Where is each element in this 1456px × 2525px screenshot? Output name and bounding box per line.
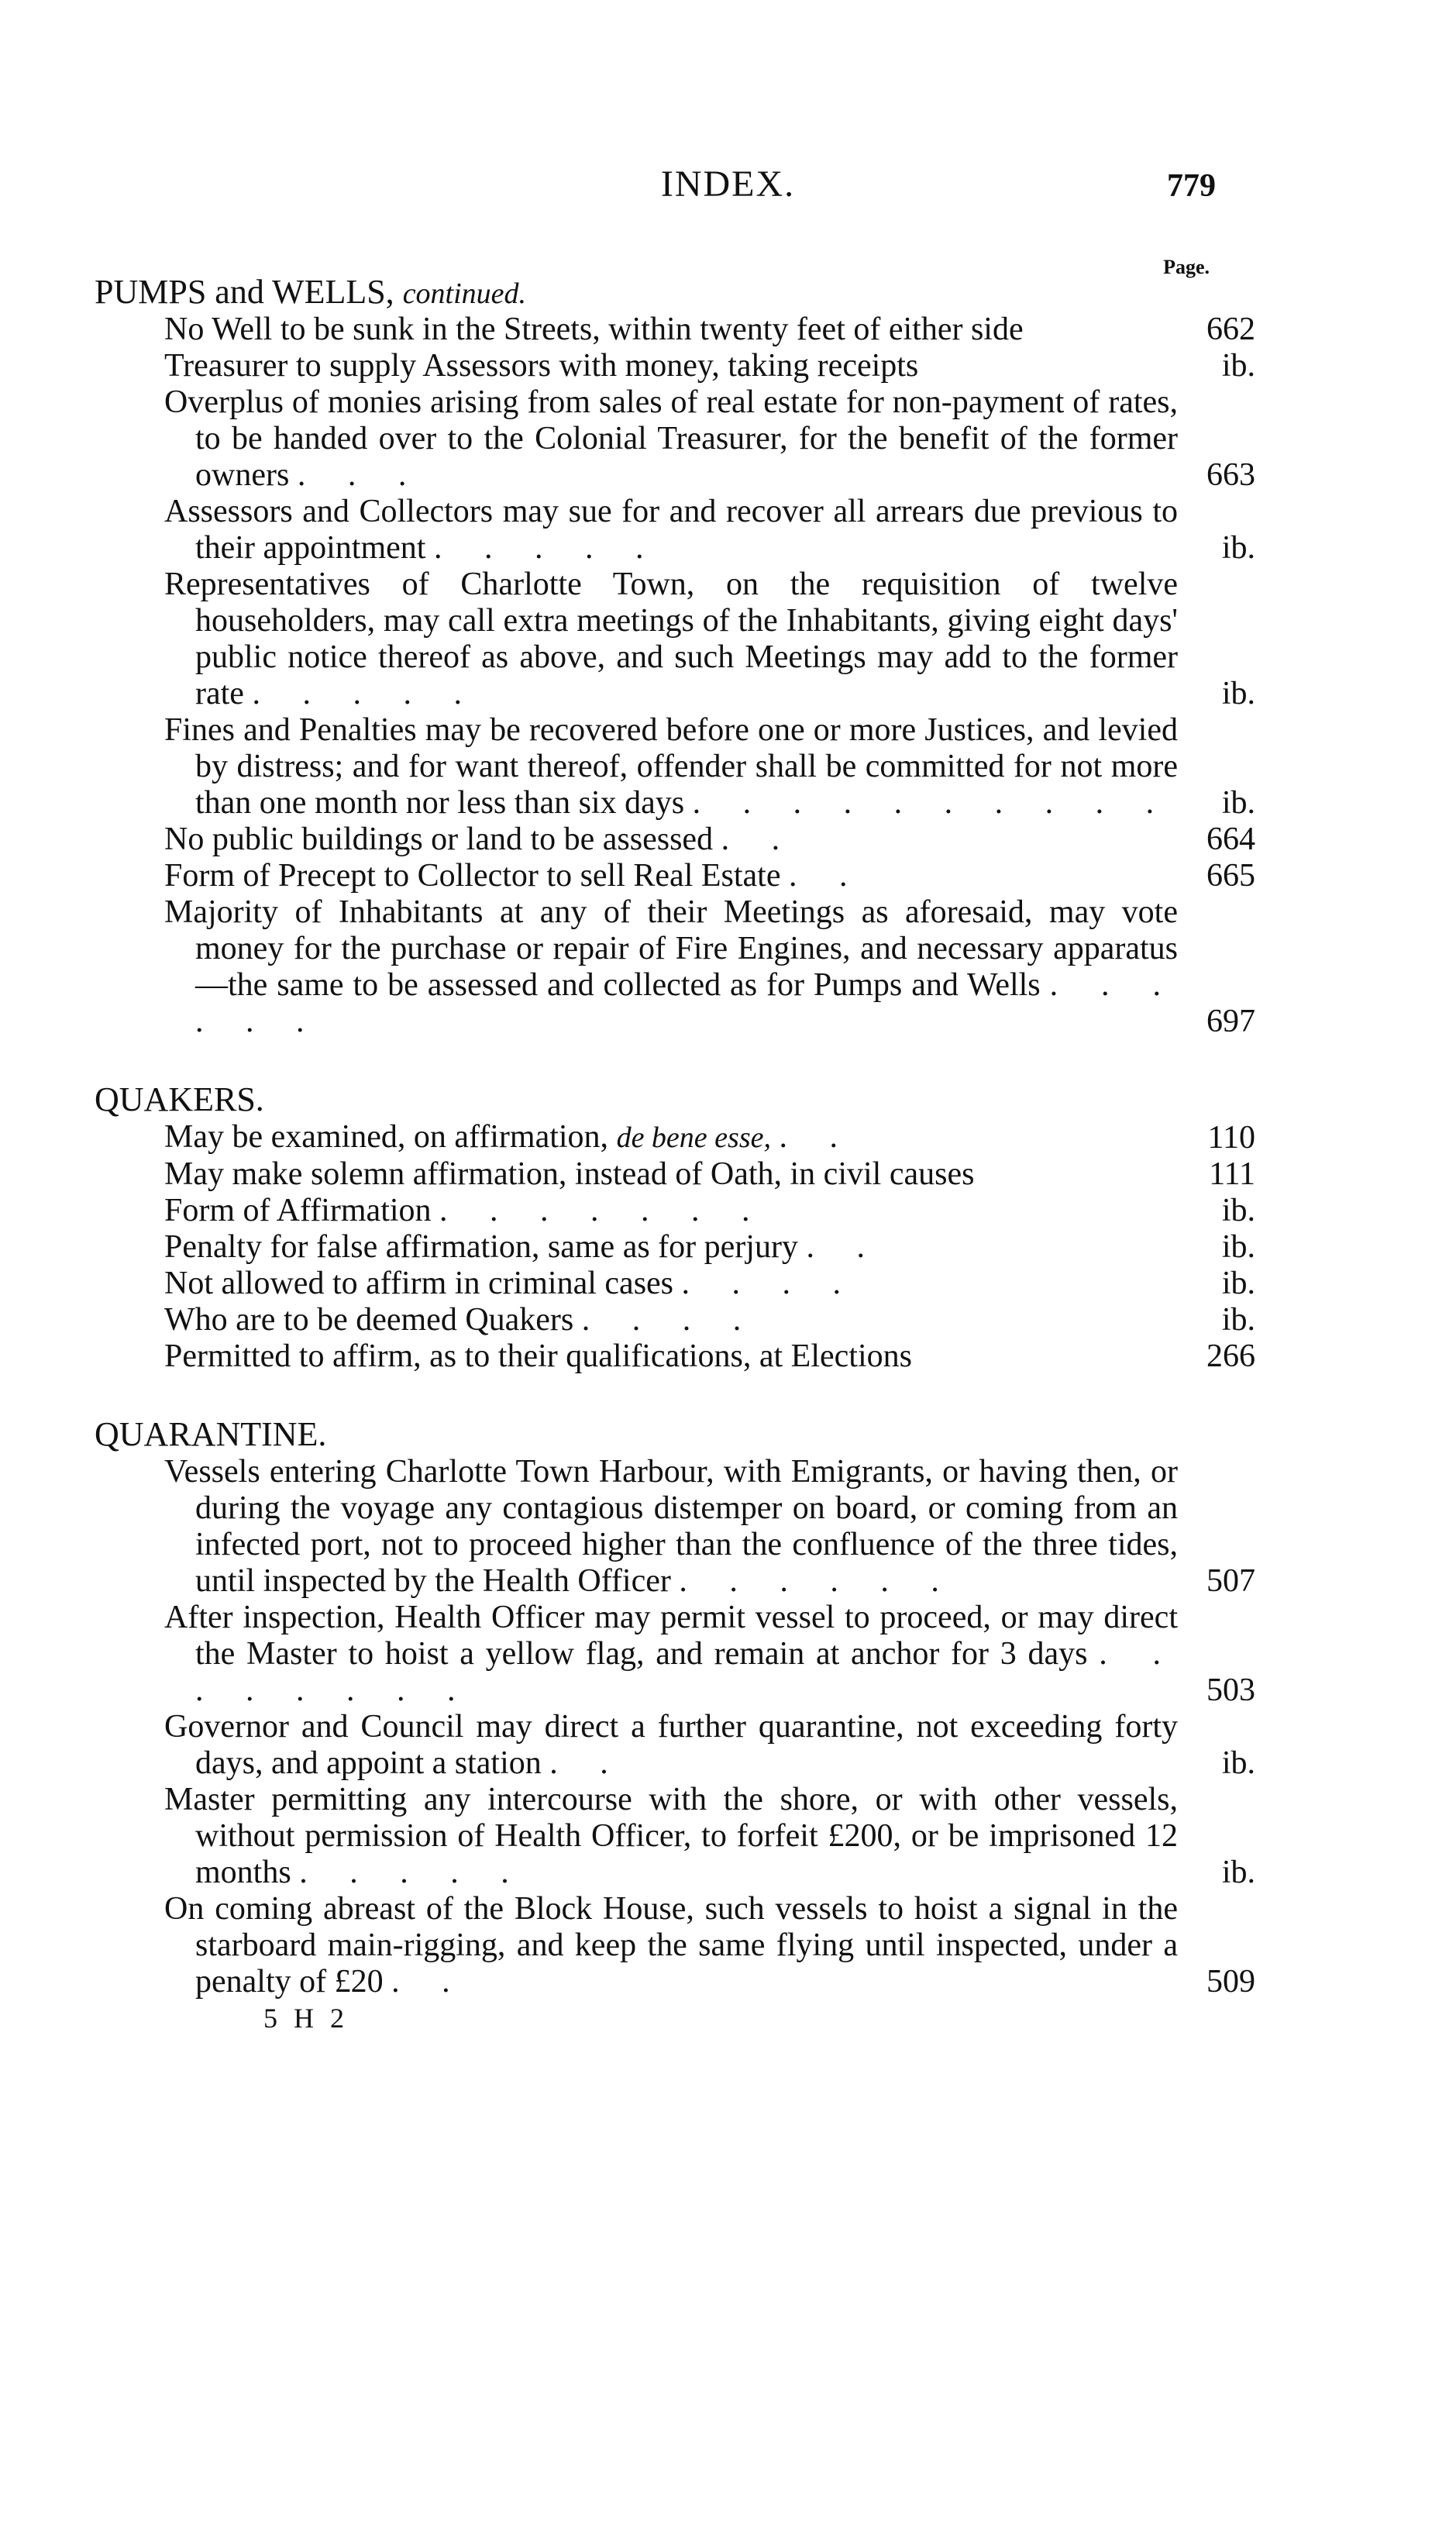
page-header xyxy=(0,163,1456,209)
index-section xyxy=(0,273,1456,1040)
leader-dots: . . . . . . . xyxy=(439,1193,767,1228)
entry-italic-phrase: de bene esse, xyxy=(616,1121,771,1154)
index-section xyxy=(0,1415,1456,2034)
page-reference: ib. xyxy=(1221,530,1255,566)
leader-dots: . . . . . xyxy=(252,676,479,711)
section-heading-title: PUMPS and WELLS, xyxy=(95,273,394,311)
section-heading-suffix: continued. xyxy=(402,277,527,310)
entry-text: May make solemn affirmation, instead of Oath, in civil causes xyxy=(164,1156,975,1192)
page-reference: 110 xyxy=(1207,1120,1255,1156)
page-reference: 664 xyxy=(1206,822,1255,857)
page-reference: 663 xyxy=(1206,457,1255,493)
page-reference: ib. xyxy=(1221,1855,1255,1890)
entry-text: After inspection, Health Officer may permit vessel to proceed, or may direct the Master to hoist a yellow flag, and remain at anchor for 3 days xyxy=(164,1600,1178,1672)
page-reference: ib. xyxy=(1221,1266,1255,1301)
page-reference: 111 xyxy=(1209,1156,1255,1192)
page-reference: 503 xyxy=(1206,1672,1255,1708)
page-reference: ib. xyxy=(1221,1745,1255,1781)
leader-dots: . . xyxy=(788,858,865,894)
leader-dots: . . xyxy=(721,822,797,857)
entry-text: On coming abreast of the Block House, such vessels to hoist a signal in the starboard main-rigging, and keep the same flying until inspected, under a penalty of £20 xyxy=(164,1891,1178,2000)
index-entry xyxy=(164,1302,1255,1338)
page-reference: 665 xyxy=(1206,858,1255,894)
running-title: INDEX. xyxy=(660,164,796,205)
leader-dots: . . . xyxy=(297,457,424,493)
index-section xyxy=(0,1080,1456,1375)
leader-dots: . . . . . . xyxy=(679,1563,956,1599)
index-entry xyxy=(164,384,1255,494)
section-heading xyxy=(95,273,1456,312)
leader-dots: . . xyxy=(779,1119,855,1155)
page-number: 779 xyxy=(1167,168,1216,204)
index-entry xyxy=(164,1782,1255,1891)
page-reference: 697 xyxy=(1206,1004,1255,1039)
index-entry xyxy=(164,858,1255,894)
entry-text: Governor and Council may direct a further quarantine, not exceeding forty days, and appoint a station xyxy=(164,1709,1178,1781)
entry-text: Form of Precept to Collector to sell Real Estate xyxy=(164,858,781,894)
page-reference: ib. xyxy=(1221,785,1255,821)
page-column-label: Page. xyxy=(1163,256,1210,278)
section-heading xyxy=(95,1415,1456,1454)
entry-text: Assessors and Collectors may sue for and recover all arrears due previous to their appointment xyxy=(164,494,1178,566)
index-entry xyxy=(164,1156,1255,1193)
index-entry xyxy=(164,1193,1255,1229)
entry-text: Permitted to affirm, as to their qualifications, at Elections xyxy=(164,1338,912,1374)
leader-dots: . . . . xyxy=(581,1302,759,1338)
index-entry xyxy=(164,494,1255,567)
page-reference: 662 xyxy=(1206,312,1255,347)
index-entry xyxy=(164,894,1255,1040)
page-reference: ib. xyxy=(1221,1193,1255,1228)
entry-text: Representatives of Charlotte Town, on the requisition of twelve householders, may call extra meetings of the Inhabitants, giving eight days' public notice thereof as above, and such Meetings may add to the former rate xyxy=(164,567,1178,711)
index-entry xyxy=(164,1891,1255,2000)
entry-text: Penalty for false affirmation, same as for perjury xyxy=(164,1229,798,1265)
index-entry xyxy=(164,1229,1255,1266)
index-entry xyxy=(164,1454,1255,1600)
leader-dots: . . xyxy=(391,1964,467,2000)
entry-text: Who are to be deemed Quakers xyxy=(164,1302,574,1338)
index-entry xyxy=(164,348,1255,384)
page-reference: ib. xyxy=(1221,1302,1255,1338)
index-entry xyxy=(164,567,1255,712)
entry-text: May be examined, on affirmation, xyxy=(164,1119,609,1155)
section-heading-title: QUARANTINE. xyxy=(95,1415,327,1453)
page-reference: 509 xyxy=(1206,1964,1255,2000)
section-heading-title: QUAKERS. xyxy=(95,1080,264,1118)
index-entry xyxy=(164,1600,1255,1709)
printer-signature-mark: 5 H 2 xyxy=(263,2003,349,2034)
page-reference: 507 xyxy=(1206,1563,1255,1599)
leader-dots: . . . . . xyxy=(299,1855,526,1890)
entry-text: No Well to be sunk in the Streets, within twenty feet of either side xyxy=(164,312,1024,347)
leader-dots: . . xyxy=(806,1229,882,1265)
index-entry xyxy=(164,1338,1255,1375)
index-entry xyxy=(164,1119,1255,1156)
section-heading xyxy=(95,1080,1456,1119)
entry-text: Treasurer to supply Assessors with money, taking receipts xyxy=(164,348,919,384)
entry-text: Form of Affirmation xyxy=(164,1193,432,1228)
page-reference: ib. xyxy=(1221,1229,1255,1265)
leader-dots: . . . . xyxy=(681,1266,859,1301)
index-content xyxy=(0,273,1456,2075)
entry-text: Not allowed to affirm in criminal cases xyxy=(164,1266,674,1301)
leader-dots: . . . . . . . . xyxy=(195,1636,1179,1708)
page-reference: 266 xyxy=(1206,1338,1255,1374)
index-entry xyxy=(164,1266,1255,1302)
entry-text: Fines and Penalties may be recovered before one or more Justices, and levied by distress; and for want thereof, offender shall be committed for not more than one month nor less than six days xyxy=(164,712,1178,821)
entry-text: Overplus of monies arising from sales of real estate for non-payment of rates, to be handed over to the Colonial Treasurer, for the benefit of the former owners xyxy=(164,384,1178,493)
index-entry xyxy=(164,1709,1255,1782)
entry-text: No public buildings or land to be assessed xyxy=(164,822,714,857)
leader-dots: . . . . . xyxy=(433,530,661,566)
leader-dots: . . . . . . xyxy=(195,967,1178,1039)
page-reference: ib. xyxy=(1221,676,1255,711)
leader-dots: . . xyxy=(549,1745,625,1781)
entry-text: Master permitting any intercourse with the shore, or with other vessels, without permission of Health Officer, to forfeit £200, or be imprisoned 12 months xyxy=(164,1782,1178,1890)
index-entry xyxy=(164,822,1255,858)
entry-text: Vessels entering Charlotte Town Harbour, with Emigrants, or having then, or during the voyage any contagious distemper on board, or coming from an infected port, not to proceed higher than the confluence of the three tides, until inspected by the Health Officer xyxy=(164,1454,1178,1599)
entry-text: Majority of Inhabitants at any of their Meetings as aforesaid, may vote money for the purchase or repair of Fire Engines, and necessary apparatus—the same to be assessed and collected as for Pumps and Wells xyxy=(164,894,1178,1003)
index-entry xyxy=(164,712,1255,822)
leader-dots: . . . . . . . . . . xyxy=(692,785,1172,821)
index-entry xyxy=(164,312,1255,348)
page-reference: ib. xyxy=(1221,348,1255,384)
